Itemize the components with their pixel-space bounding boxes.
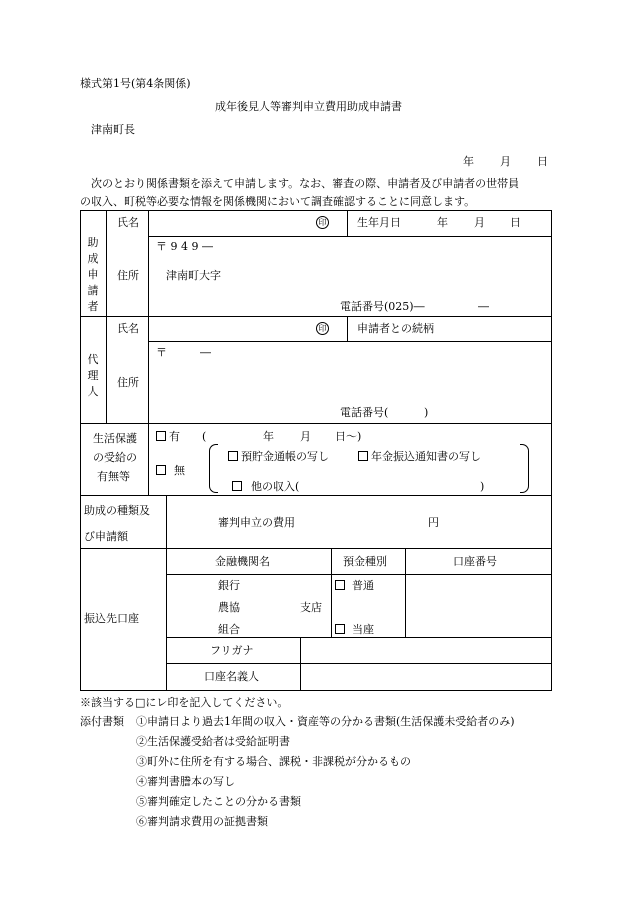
agent-phone: 電話番号( bbox=[340, 406, 389, 419]
grant-label-1: 助成の種類及 bbox=[84, 504, 150, 517]
agent-section-label: 代理人 bbox=[87, 353, 99, 398]
attachment-item-2: ②生活保護受給者は受給証明書 bbox=[136, 735, 290, 748]
grant-unit: 円 bbox=[428, 516, 439, 529]
welfare-savings-option[interactable]: 預貯金通帳の写し bbox=[228, 451, 329, 462]
applicant-phone: 電話番号(025)― bbox=[340, 300, 425, 313]
applicant-postal: 〒 9 4 9 ― bbox=[156, 240, 213, 253]
agent-postal: 〒 bbox=[156, 346, 167, 359]
welfare-bracket-right bbox=[520, 444, 529, 493]
welfare-pension-option[interactable]: 年金振込通知書の写し bbox=[358, 451, 481, 462]
form-title: 成年後見人等審判申立費用助成申請書 bbox=[215, 100, 402, 113]
applicant-birth-year: 年 bbox=[437, 216, 448, 229]
bank-type-agri: 農協 bbox=[218, 601, 240, 614]
welfare-other-option[interactable]: 他の収入( bbox=[232, 481, 299, 492]
welfare-label-2: の受給の bbox=[93, 451, 137, 464]
welfare-label-3: 有無等 bbox=[97, 470, 130, 483]
welfare-no-checkbox[interactable] bbox=[156, 465, 166, 475]
attachment-item-1: ①申請日より過去1年間の収入・資産等の分かる書類(生活保護未受給者のみ) bbox=[136, 715, 515, 728]
welfare-other-close: ) bbox=[480, 480, 485, 493]
agent-phone-close: ) bbox=[424, 406, 429, 419]
welfare-yes-day: 日〜) bbox=[335, 430, 362, 443]
welfare-yes-year: 年 bbox=[263, 430, 274, 443]
bank-col-institution: 金融機関名 bbox=[215, 555, 270, 568]
date-year: 年 bbox=[463, 155, 474, 168]
bank-type-bank: 銀行 bbox=[218, 579, 240, 592]
form-number: 様式第1号(第4条関係) bbox=[80, 77, 191, 90]
agent-seal-icon: 印 bbox=[316, 322, 329, 335]
applicant-name-label: 氏名 bbox=[117, 216, 139, 229]
date-day: 日 bbox=[537, 155, 548, 168]
agent-postal-dash: ― bbox=[200, 346, 211, 359]
bank-type-union: 組合 bbox=[218, 623, 240, 636]
welfare-no-option[interactable]: 無 bbox=[156, 465, 185, 476]
bank-col-account-number: 口座番号 bbox=[453, 555, 497, 568]
applicant-birth-day: 日 bbox=[510, 216, 521, 229]
current-checkbox[interactable] bbox=[335, 624, 345, 634]
welfare-yes-option[interactable]: 有 bbox=[156, 431, 180, 442]
savings-checkbox[interactable] bbox=[228, 451, 238, 461]
welfare-yes-month: 月 bbox=[300, 430, 311, 443]
grant-type: 審判申立の費用 bbox=[218, 516, 295, 529]
attachment-item-6: ⑥審判請求費用の証拠書類 bbox=[136, 815, 268, 828]
attachment-item-3: ③町外に住所を有する場合、課税・非課税が分かるもの bbox=[136, 755, 411, 768]
deposit-ordinary-option[interactable]: 普通 bbox=[335, 580, 374, 591]
agent-name-label: 氏名 bbox=[117, 322, 139, 335]
bank-col-deposit-type: 預金種別 bbox=[343, 555, 387, 568]
attachment-item-4: ④審判書謄本の写し bbox=[136, 775, 235, 788]
account-holder-label: 口座名義人 bbox=[204, 670, 259, 683]
applicant-section-label: 助成申請者 bbox=[87, 236, 99, 313]
intro-line-1: 次のとおり関係書類を添えて申請します。なお、審査の際、申請者及び申請者の世帯員 bbox=[91, 177, 520, 190]
agent-relation-label: 申請者との続柄 bbox=[357, 322, 434, 335]
applicant-birth-label: 生年月日 bbox=[357, 216, 401, 229]
applicant-address-label: 住所 bbox=[117, 269, 139, 282]
welfare-label-1: 生活保護 bbox=[93, 432, 137, 445]
grant-label-2: び申請額 bbox=[84, 530, 128, 543]
date-month: 月 bbox=[500, 155, 511, 168]
note: ※該当する□にレ印を記入してください。 bbox=[80, 696, 289, 709]
addressee: 津南町長 bbox=[91, 123, 135, 136]
applicant-town: 津南町大字 bbox=[166, 269, 221, 282]
welfare-yes-paren-open: ( bbox=[202, 430, 207, 443]
welfare-yes-checkbox[interactable] bbox=[156, 431, 166, 441]
intro-line-2: の収入、町税等必要な情報を関係機関において調査確認することに同意します。 bbox=[80, 195, 476, 208]
deposit-current-option[interactable]: 当座 bbox=[335, 624, 374, 635]
bank-branch: 支店 bbox=[300, 601, 322, 614]
welfare-bracket-left bbox=[209, 444, 218, 493]
bank-label: 振込先口座 bbox=[84, 612, 139, 625]
attachments-label: 添付書類 bbox=[80, 715, 124, 728]
applicant-seal-icon: 印 bbox=[316, 216, 329, 229]
furigana-label: フリガナ bbox=[210, 644, 254, 657]
attachment-item-5: ⑤審判確定したことの分かる書類 bbox=[136, 795, 301, 808]
agent-address-label: 住所 bbox=[117, 376, 139, 389]
applicant-phone-dash: ― bbox=[478, 300, 489, 313]
ordinary-checkbox[interactable] bbox=[335, 580, 345, 590]
pension-checkbox[interactable] bbox=[358, 451, 368, 461]
applicant-birth-month: 月 bbox=[474, 216, 485, 229]
other-income-checkbox[interactable] bbox=[232, 481, 242, 491]
